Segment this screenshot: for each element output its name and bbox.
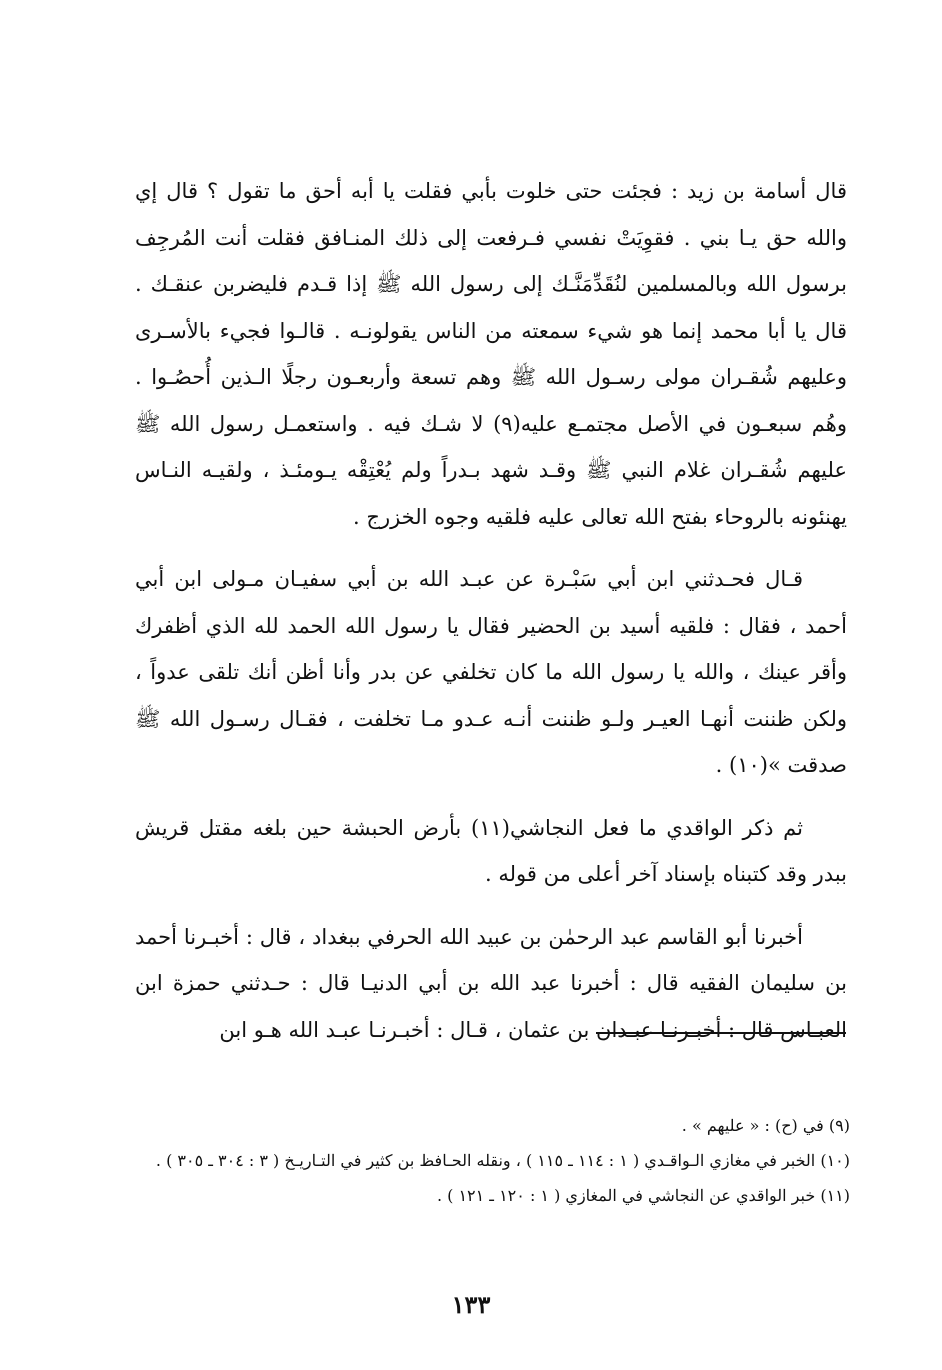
- main-text: [135, 168, 847, 1053]
- paragraph-4: أخبرنا أبو القاسم عبد الرحمٰن بن عبيد الله الحرفي ببغداد ، قال : أخبـرنا أحمد بن سليمان الفقيه قال : أخبرنا عبد الله بن أبي الدنيـا قال : حـدثني حمزة ابن العبـاس قال : أخبـرنـا عبـدان بن عثمان ، قـال : أخبـرنـا عبـد الله هـو ابن: [135, 924, 847, 1042]
- footnote-10: (١٠) الخبر في مغازي الـواقـدي ( ١ : ١١٤ ـ ١١٥ ) ، ونقله الحـافظ بن كثير في التـاريـخ ( ٣ : ٣٠٤ ـ ٣٠٥ ) .: [155, 1151, 850, 1170]
- paragraph-spacer: [135, 540, 847, 556]
- footnotes: [130, 1110, 850, 1215]
- page-number: ١٣٣: [451, 1290, 491, 1319]
- paragraph-3: ثم ذكر الواقدي ما فعل النجاشي(١١) بأرض الحبشة حين بلغه مقتل قريش ببدر وقد كتبناه بإسناد آخر أعلى من قوله .: [135, 815, 847, 886]
- paragraph-spacer: [135, 898, 847, 914]
- footnote-divider: [596, 1032, 846, 1034]
- paragraph-spacer: [135, 789, 847, 805]
- footnote-11: (١١) خبر الواقدي عن النجاشي في المغازي ( ١ : ١٢٠ ـ ١٢١ ) .: [436, 1186, 850, 1205]
- footnote-9: (٩) في (ح) : « عليهم » .: [681, 1116, 850, 1135]
- paragraph-2: قـال فحـدثني ابن أبي سَبْـرة عن عبـد الله بن أبي سفيـان مـولى ابن أبي أحمد ، فقال : فلقيه أسيد بن الحضير فقال يا رسول الله الحمد لله الذي أظفرك وأقر عينك ، والله يا رسول الله ما كان تخلفي عن بدر وأنا أظن أنك تلقى عدواً ، ولكن ظننت أنهـا العيـر ولـو ظننت أنـه عـدو مـا تخلفت ، فقـال رسـول الله ﷺ صدقت »(١٠) .: [135, 567, 847, 777]
- paragraph-1: قال أسامة بن زيد : فجئت حتى خلوت بأبي فقلت يا أبه أحق ما تقول ؟ قال إي والله حق يـا بني . فقوِيَتْ نفسي فـرفعت إلى ذلك المنـافق فقلت أنت المُرجِف برسول الله وبالمسلمين لنُقَدِّمَنَّـك إلى رسول الله ﷺ إذا قـدم فليضربن عنقـك . قال يا أبا محمد إنما هو شيء سمعته من الناس يقولونـه . قالـوا فجيء بالأسـرى وعليهم شُقـران مولى رسـول الله ﷺ وهم تسعة وأربعـون رجلًا الـذين أُحصُـوا . وهُم سبعـون في الأصل مجتمـع عليه(٩) لا شـك فيه . واستعمـل رسول الله ﷺ عليهم شُقـران غلام النبي ﷺ وقـد شهد بـدراً ولم يُعْتِقْه يـومئـذ ، ولقيـه النـاس يهنئونه بالروحاء بفتح الله تعالى عليه فلقيه وجوه الخزرج .: [135, 179, 847, 529]
